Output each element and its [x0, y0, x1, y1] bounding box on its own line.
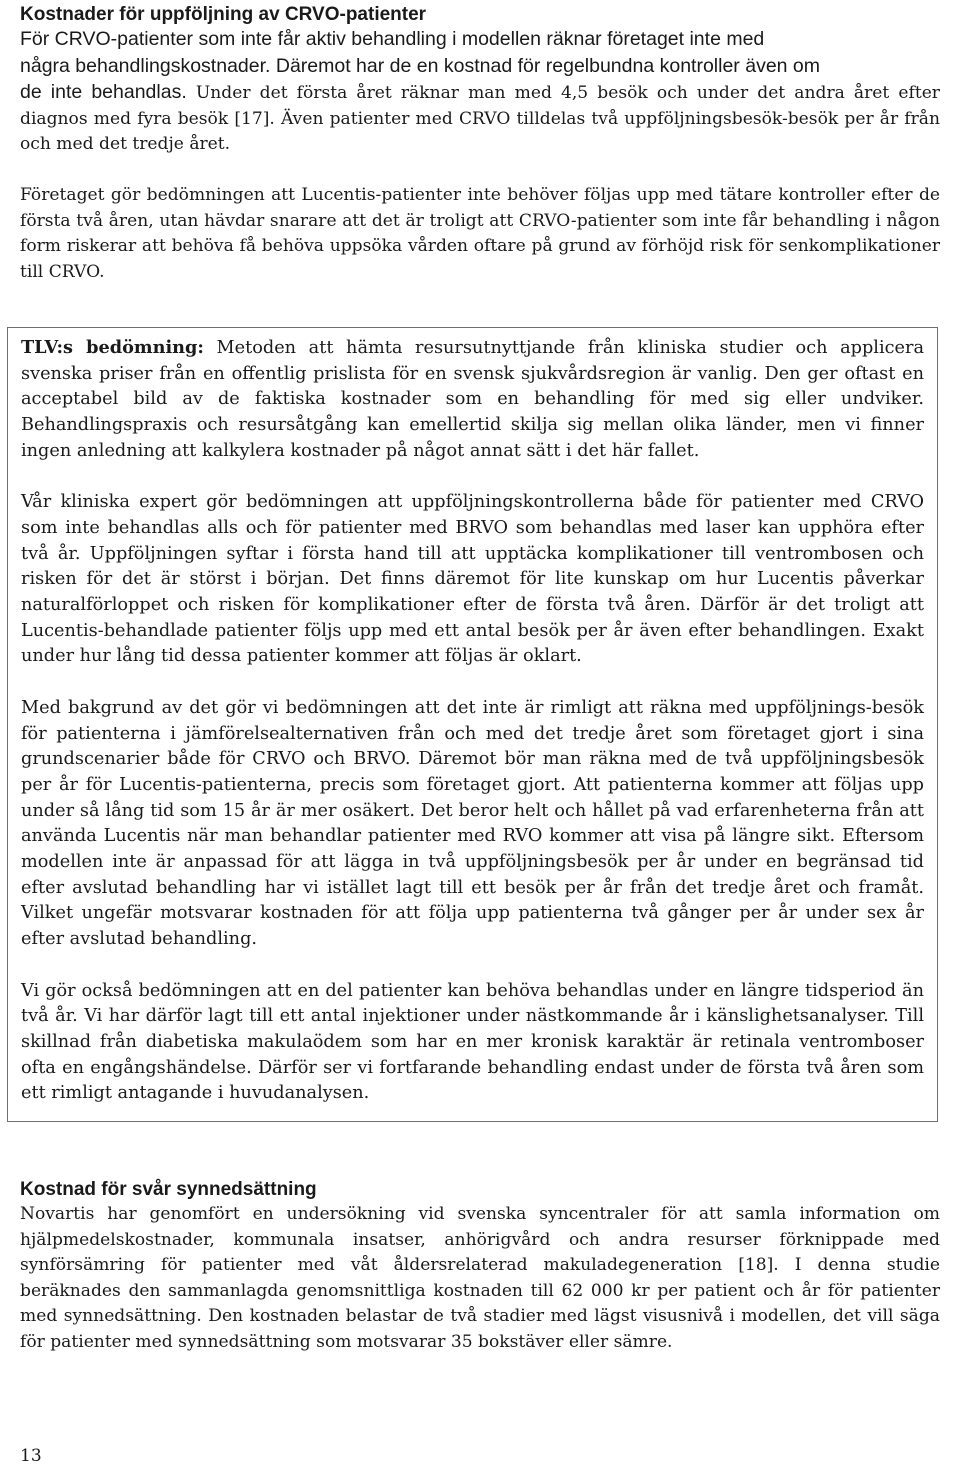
tlv-assessment-label: TLV:s bedömning: — [21, 337, 204, 358]
page-number: 13 — [20, 1446, 42, 1466]
paragraph — [21, 335, 924, 465]
paragraph: Företaget gör bedömningen att Lucentis-patienter inte behöver följas upp med tätare kontroller efter de första två åren, utan hävdar snarare att det är troligt att CRVO-patienter som inte får behandling i någon form riskerar att behöva få behöva uppsöka vården oftare på grund av förhöjd risk för senkomplikationer till CRVO. — [20, 184, 940, 282]
paragraph-text: Metoden att hämta resursutnyttjande från kliniska studier och applicera svenska priser från en offentlig prislista för en svensk sjukvårdsregion är vanlig. Den ger oftast en acceptabel bild av de faktiska kostnader som en behandling för med sig eller undviker. Behandlingspraxis och resursåtgång kan emellertid skilja sig mellan olika länder, men vi finner ingen anledning att kalkylera kostnader på något annat sätt i det här fallet. — [21, 338, 924, 461]
paragraph-sans-line: de inte behandlas. — [20, 81, 187, 104]
section-heading: Kostnad för svår synnedsättning — [20, 1179, 317, 1200]
paragraph: Vår kliniska expert gör bedömningen att uppföljningskontrollerna både för patienter med CRVO som inte behandlas alls och för patienter med BRVO som behandlas med laser kan upphöra efter två år. Uppföljningen syftar i första hand till att upptäcka komplikationer till ventrombosen och risken för det är störst i början. Det finns däremot för lite kunskap om hur Lucentis påverkar naturalförloppet och risken för komplikationer efter de första två åren. Därför är det troligt att Lucentis-behandlade patienter följs upp med ett antal besök per år även efter behandlingen. Exakt under hur lång tid dessa patienter kommer att följas är oklart. — [21, 492, 924, 667]
paragraph: Novartis har genomfört en undersökning vid svenska syncentraler för att samla information om hjälpmedelskostnader, kommunala insatser, anhörigvård och andra resurser förknippade med synförsämring för patienter med våt åldersrelaterad makuladegeneration [18]. I denna studie beräknades den sammanlagda genomsnittliga kostnaden till 62 000 kr per patient och år för patienter med synnedsättning. Den kostnaden belastar de två stadier med lägst visusnivå i modellen, det vill säga för patienter med synnedsättning som motsvarar 35 bokstäver eller sämre. — [20, 1204, 940, 1352]
section-crvo-followup — [20, 0, 940, 285]
paragraph-sans-line: några behandlingskostnader. Däremot har de en kostnad för regelbundna kontroller även om — [20, 54, 821, 77]
paragraph: Med bakgrund av det gör vi bedömningen att det inte är rimligt att räkna med uppföljnings-besök för patienterna i jämförelsealternativen från och med det tredje året som företaget gjort i sina grundscenarier både för CRVO och BRVO. Däremot bör man räkna med de två uppföljningsbesök per år för Lucentis-patienterna, precis som företaget gjort. Att patienterna kommer att följas upp under så lång tid som 15 år är mer osäkert. Det beror helt och hållet på vad erfarenheterna från att använda Lucentis när man behandlar patienter med RVO kommer att visa på längre sikt. Eftersom modellen inte är anpassad för att lägga in två uppföljningsbesök per år under en begränsad tid efter avslutad behandling har vi istället lagt till ett besök per år från det tredje året och framåt. Vilket ungefär motsvarar kostnaden för att följa upp patienterna två gånger per år under sex år efter avslutad behandling. — [21, 697, 924, 950]
paragraph-text: Under det första året räknar man med 4,5 besök och under det andra året efter diagnos med fyra besök [17]. Även patienter med CRVO tilldelas två uppföljningsbesök-besök per år från och med det tredje året. — [20, 83, 940, 155]
paragraph — [20, 27, 940, 158]
paragraph: Vi gör också bedömningen att en del patienter kan behöva behandlas under en längre tidsperiod än två år. Vi har därför lagt till ett antal injektioner under nästkommande år i känslighetsanalyser. Till skillnad från diabetiska makulaödem som har en mer kronisk karaktär är retinala ventromboser ofta en engångshändelse. Därför ser vi fortfarande behandling endast under de första två åren som ett rimligt antagande i huvudanalysen. — [21, 980, 924, 1104]
section-heading: Kostnader för uppföljning av CRVO-patienter — [20, 4, 427, 25]
paragraph-sans-line: För CRVO-patienter som inte får aktiv behandling i modellen räknar företaget inte med — [20, 28, 765, 50]
section-vision-impairment-cost — [20, 1175, 940, 1356]
tlv-assessment-box — [7, 327, 938, 1122]
